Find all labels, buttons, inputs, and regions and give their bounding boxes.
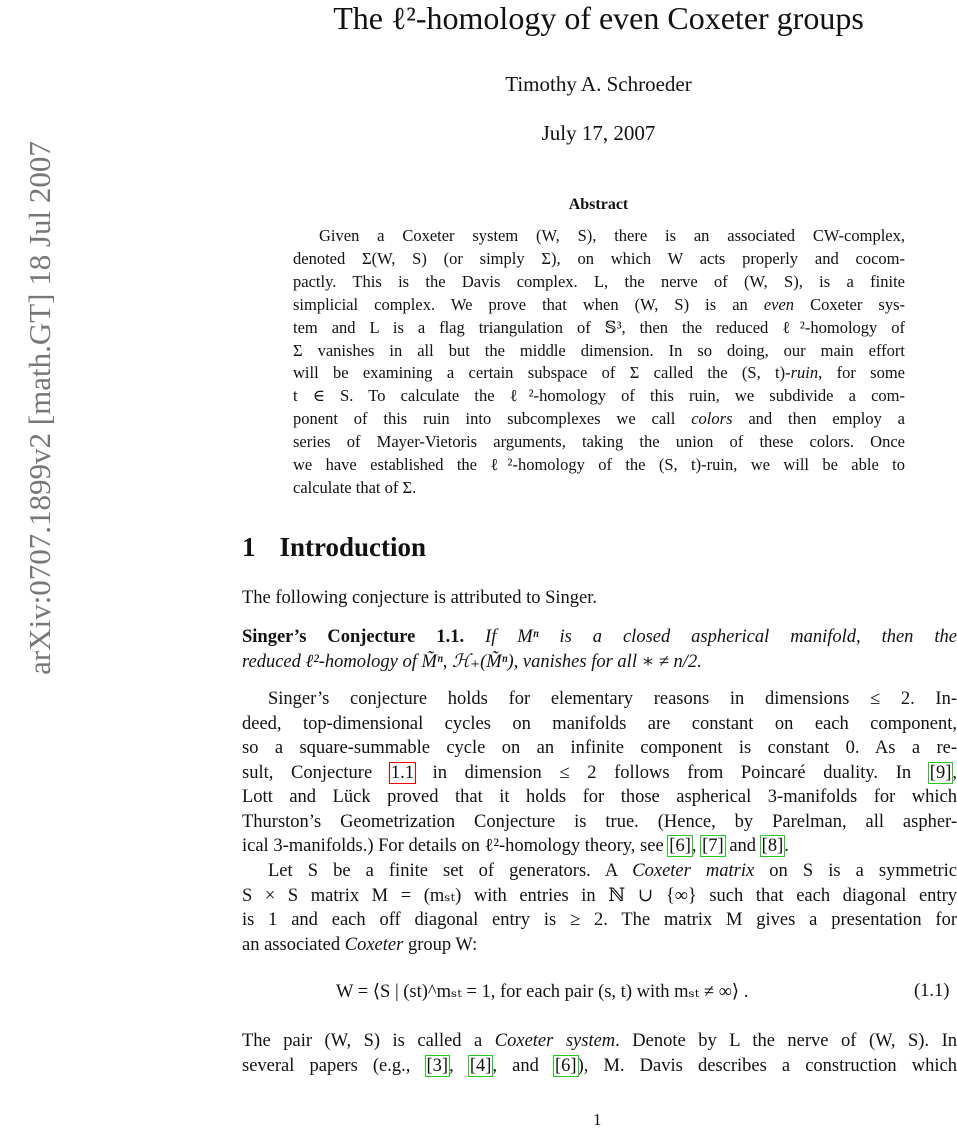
- text-span: tem and L is a flag triangulation of 𝕊³, then the reduced ℓ²-homology of: [293, 317, 905, 337]
- text-span: S × S matrix M = (mₛₜ) with entries in ℕ ∪ {∞} such that each diagonal entry: [242, 885, 957, 906]
- text-span: Coxeter: [344, 934, 404, 955]
- text-line: [242, 859, 957, 884]
- date: July 17, 2007: [541, 121, 656, 145]
- citation-link[interactable]: [4]: [469, 1055, 492, 1076]
- text-line: [242, 712, 957, 737]
- text-span: Lott and Lück proved that it holds for those aspherical 3-manifolds for which: [242, 787, 957, 807]
- text-span: several papers (e.g.,: [242, 1055, 426, 1076]
- text-span: sult, Conjecture: [242, 762, 390, 783]
- text-line: [293, 454, 905, 477]
- text-span: is 1 and each off diagonal entry is ≥ 2. The matrix M gives a presentation for: [242, 910, 957, 930]
- text-line: [293, 408, 905, 431]
- text-span: Σ vanishes in all but the middle dimension. In so doing, our main effort: [293, 340, 905, 360]
- paper-title: The ℓ²-homology of even Coxeter groups: [333, 0, 864, 36]
- text-span: calculate that of Σ.: [293, 477, 417, 497]
- citation-link[interactable]: 1.1: [390, 762, 414, 783]
- text-line: [293, 248, 905, 271]
- text-line: [242, 761, 957, 786]
- citation-link[interactable]: [8]: [761, 836, 784, 856]
- text-span: on S is a symmetric: [754, 861, 957, 881]
- abstract-heading: Abstract: [568, 196, 629, 213]
- text-line: [293, 362, 905, 385]
- text-line: [242, 785, 957, 810]
- text-line: [242, 810, 957, 835]
- text-span: Thurston’s Geometrization Conjecture is true. (Hence, by Parelman, all aspher-: [242, 811, 957, 832]
- section-title: Introduction: [279, 532, 427, 562]
- text-span: If Mⁿ is a closed aspherical manifold, then the: [464, 627, 957, 647]
- section-heading: [242, 532, 426, 563]
- text-span: ponent of this ruin into subcomplexes we call: [293, 409, 692, 429]
- text-span: ,: [691, 836, 702, 856]
- text-line: [242, 625, 957, 650]
- page-number: 1: [593, 1110, 602, 1128]
- citation-link[interactable]: [7]: [702, 836, 724, 856]
- text-line: [293, 294, 905, 317]
- citation-link[interactable]: [9]: [929, 762, 952, 783]
- text-line: [242, 908, 957, 933]
- citation-link[interactable]: [3]: [426, 1055, 449, 1076]
- text-span: even: [763, 294, 795, 314]
- paragraph: [242, 859, 957, 957]
- text-span: group W:: [403, 934, 478, 955]
- conjecture: [242, 625, 957, 674]
- text-span: , for some: [818, 363, 905, 383]
- text-span: deed, top-dimensional cycles on manifolds are constant on each component,: [242, 713, 957, 734]
- text-span: an associated: [242, 934, 345, 955]
- text-span: The pair (W, S) is called a: [242, 1031, 495, 1051]
- section-number: 1: [242, 532, 256, 562]
- paragraph: [242, 687, 957, 859]
- text-span: Given a Coxeter system (W, S), there is an associated CW-complex,: [319, 226, 905, 245]
- equation-number: (1.1): [914, 981, 950, 1001]
- text-span: Coxeter matrix: [632, 861, 755, 881]
- arxiv-identifier: arXiv:0707.1899v2 [math.GT] 18 Jul 2007: [22, 141, 57, 675]
- text-line: [242, 884, 957, 909]
- text-span: Coxeter sys-: [794, 294, 905, 314]
- text-span: colors: [691, 409, 733, 429]
- text-span: ruin: [790, 363, 819, 383]
- paragraph: [242, 1029, 957, 1078]
- text-line: [242, 1054, 957, 1079]
- text-span: series of Mayer-Vietoris arguments, taking the union of these colors. Once: [293, 432, 905, 452]
- text-span: pactly. This is the Davis complex. L, the nerve of (W, S), is a finite: [293, 271, 905, 291]
- text-line: [242, 933, 957, 958]
- text-span: and: [724, 836, 761, 856]
- text-span: in dimension ≤ 2 follows from Poincaré duality. In: [414, 762, 929, 783]
- intro-line: The following conjecture is attributed to Singer.: [242, 588, 598, 608]
- equation: W = ⟨S | (st)^mₛₜ = 1, for each pair (s, t) with mₛₜ ≠ ∞⟩ .: [336, 982, 749, 1002]
- text-line: [293, 340, 905, 363]
- text-line: [293, 271, 905, 294]
- text-span: . Denote by L the nerve of (W, S). In: [615, 1031, 957, 1051]
- text-span: Let S be a finite set of generators. A: [268, 861, 633, 881]
- text-span: ,: [952, 762, 957, 783]
- text-line: [242, 687, 957, 712]
- text-line: [293, 225, 905, 248]
- citation-link[interactable]: [6]: [669, 836, 691, 856]
- text-span: Singer’s conjecture holds for elementary reasons in dimensions ≤ 2. In-: [268, 689, 957, 709]
- text-span: Singer’s Conjecture 1.1.: [242, 627, 465, 647]
- text-span: so a square-summable cycle on an infinite component is constant 0. As a re-: [242, 738, 957, 758]
- author: Timothy A. Schroeder: [505, 72, 692, 96]
- text-line: [242, 834, 957, 859]
- text-line: [293, 431, 905, 454]
- text-span: simplicial complex. We prove that when (W, S) is an: [293, 294, 764, 314]
- text-line: [293, 317, 905, 340]
- text-line: [242, 650, 957, 675]
- text-span: ), M. Davis describes a construction which: [577, 1055, 957, 1076]
- text-span: , and: [492, 1055, 554, 1076]
- text-span: ,: [449, 1055, 469, 1076]
- text-line: [293, 477, 905, 500]
- text-span: reduced ℓ²-homology of M̃ⁿ, ℋ₊(M̃ⁿ), vanishes for all ∗ ≠ n/2.: [242, 651, 702, 672]
- text-span: .: [784, 836, 789, 856]
- text-line: [242, 736, 957, 761]
- text-span: will be examining a certain subspace of Σ called the (S, t)-: [293, 363, 791, 383]
- abstract-body: [293, 225, 905, 500]
- text-span: Coxeter system: [494, 1031, 616, 1051]
- text-span: denoted Σ(W, S) (or simply Σ), on which W acts properly and cocom-: [293, 248, 905, 268]
- text-line: [293, 385, 905, 408]
- text-span: t ∈ S. To calculate the ℓ²-homology of this ruin, we subdivide a com-: [293, 386, 905, 406]
- text-span: we have established the ℓ²-homology of the (S, t)-ruin, we will be able to: [293, 455, 905, 475]
- text-span: ical 3-manifolds.) For details on ℓ²-homology theory, see: [242, 836, 669, 856]
- citation-link[interactable]: [6]: [555, 1055, 577, 1076]
- text-span: and then employ a: [732, 409, 906, 429]
- text-line: [242, 1029, 957, 1054]
